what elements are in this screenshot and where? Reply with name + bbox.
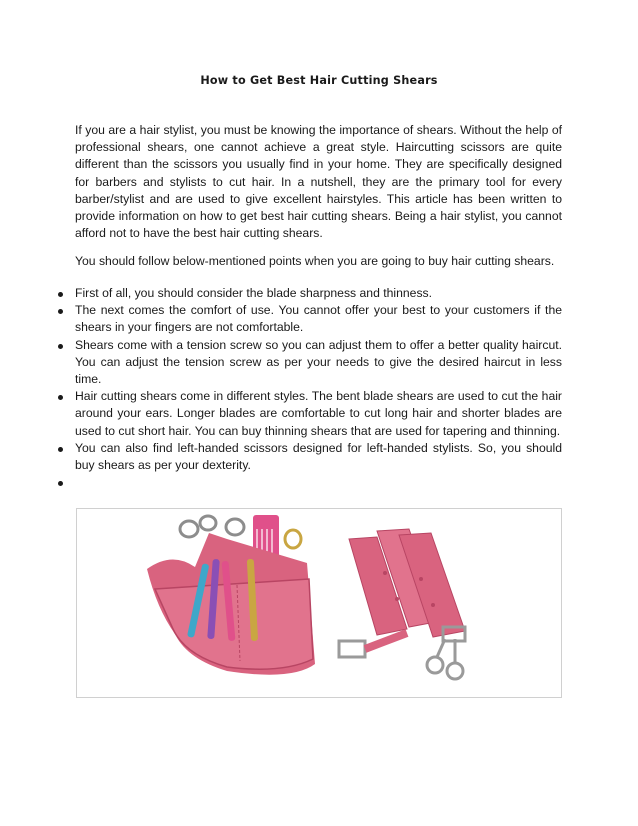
tips-list: [75, 285, 562, 491]
list-item-empty: [75, 474, 562, 491]
holster-illustration: [77, 509, 561, 697]
bullet-icon: [58, 395, 63, 400]
bullet-icon: [58, 292, 63, 297]
list-item: You can also find left-handed scissors designed for left-handed stylists. So, you should buy shears as per your dexterity.: [75, 440, 562, 474]
list-item: The next comes the comfort of use. You cannot offer your best to your customers if the shears in your fingers are not comfortable.: [75, 302, 562, 336]
list-item: Hair cutting shears come in different styles. The bent blade shears are used to cut the hair around your ears. Longer blades are comfortable to cut long hair and shorter blades are used to cut short hair. You can buy thinning shears that are used for tapering and thinning.: [75, 388, 562, 440]
shears-holster-photo: [76, 508, 562, 698]
list-item: First of all, you should consider the blade sharpness and thinness.: [75, 285, 562, 302]
list-item: Shears come with a tension screw so you can adjust them to offer a better quality haircut. You can adjust the tension screw as per your needs to give the desired haircut in less time.: [75, 337, 562, 389]
page-title: How to Get Best Hair Cutting Shears: [200, 74, 438, 87]
bullet-icon: [58, 447, 63, 452]
intro-paragraph: If you are a hair stylist, you must be knowing the importance of shears. Without the help of professional shears, one cannot achieve a great style. Haircutting scissors are quite different than the scissors you usually find in your home. They are specifically designed for barbers and stylists to cut hair. In a nutshell, they are the primary tool for every barber/stylist and are used to give excellent hairstyles. This article has been written to provide information on how to get best hair cutting shears. Being a hair stylist, you cannot afford not to have the best hair cutting shears.: [75, 123, 562, 241]
bullet-icon: [58, 344, 63, 349]
bullet-icon: [58, 309, 63, 314]
bullet-icon: [58, 481, 63, 486]
points-intro-paragraph: You should follow below-mentioned points when you are going to buy hair cutting shears.: [75, 254, 555, 268]
holster-strap: [339, 529, 465, 679]
